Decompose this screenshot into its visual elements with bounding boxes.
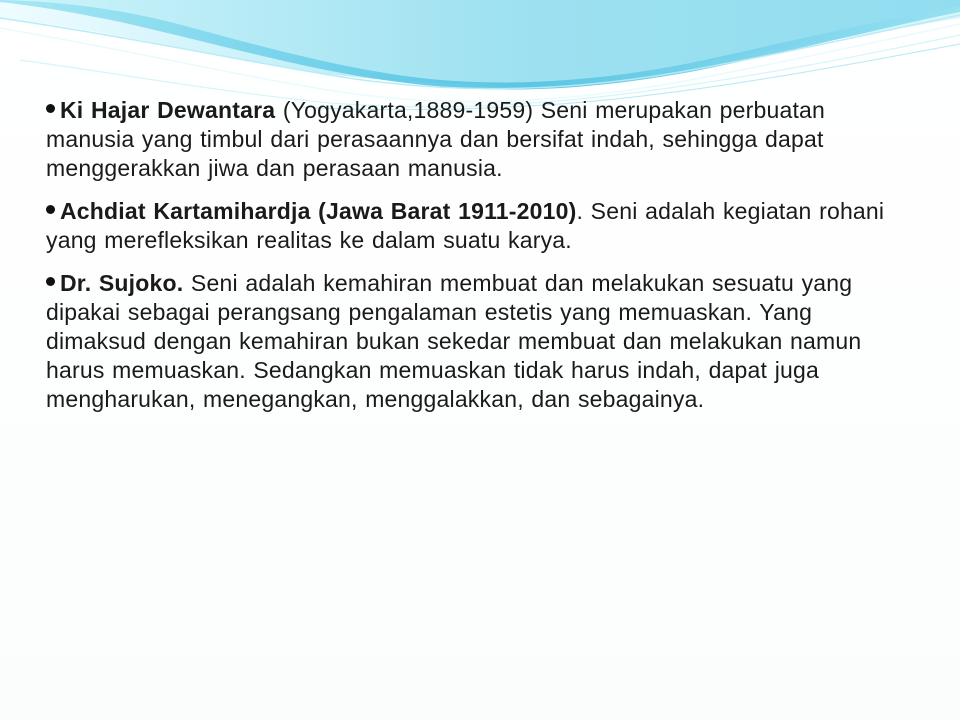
wave-line-1 [0,15,960,89]
bullet-dot-icon [46,104,55,113]
slide-content [46,96,906,428]
bullet-lead-text: Achdiat Kartamihardja (Jawa Barat 1911-2010) [60,198,577,224]
wave-background-fill [0,0,960,83]
top-wave-decoration [0,0,960,110]
bullet-body-text: . Seni adalah kegiatan rohani yang merefleksikan realitas ke dalam suatu karya. [46,198,885,253]
bullet-body-text: (Yogyakarta,1889-1959) Seni merupakan perbuatan manusia yang timbul dari perasaannya dan bersifat indah, sehingga dapat menggerakkan jiwa dan perasaan manusia. [46,97,826,181]
bullet-item-dr-sujoko [46,269,906,414]
wave-band-main [0,0,960,90]
bullet-item-ki-hajar-dewantara [46,96,906,183]
wave-band-light [0,0,960,82]
wave-line-2 [0,24,960,101]
bullet-dot-icon [46,205,55,214]
bullet-item-achdiat-kartamihardja [46,197,906,255]
bullet-body-text: Seni adalah kemahiran membuat dan melakukan sesuatu yang dipakai sebagai perangsang pengalaman estetis yang memuaskan. Yang dimaksud dengan kemahiran bukan sekedar membuat dan melakukan namun harus memuaskan. Sedangkan memuaskan tidak harus indah, dapat juga mengharukan, menegangkan, menggalakkan, dan sebagainya. [46,270,862,412]
bullet-lead-text: Dr. Sujoko. [60,270,184,296]
bullet-lead-text: Ki Hajar Dewantara [60,97,276,123]
bullet-dot-icon [46,277,55,286]
